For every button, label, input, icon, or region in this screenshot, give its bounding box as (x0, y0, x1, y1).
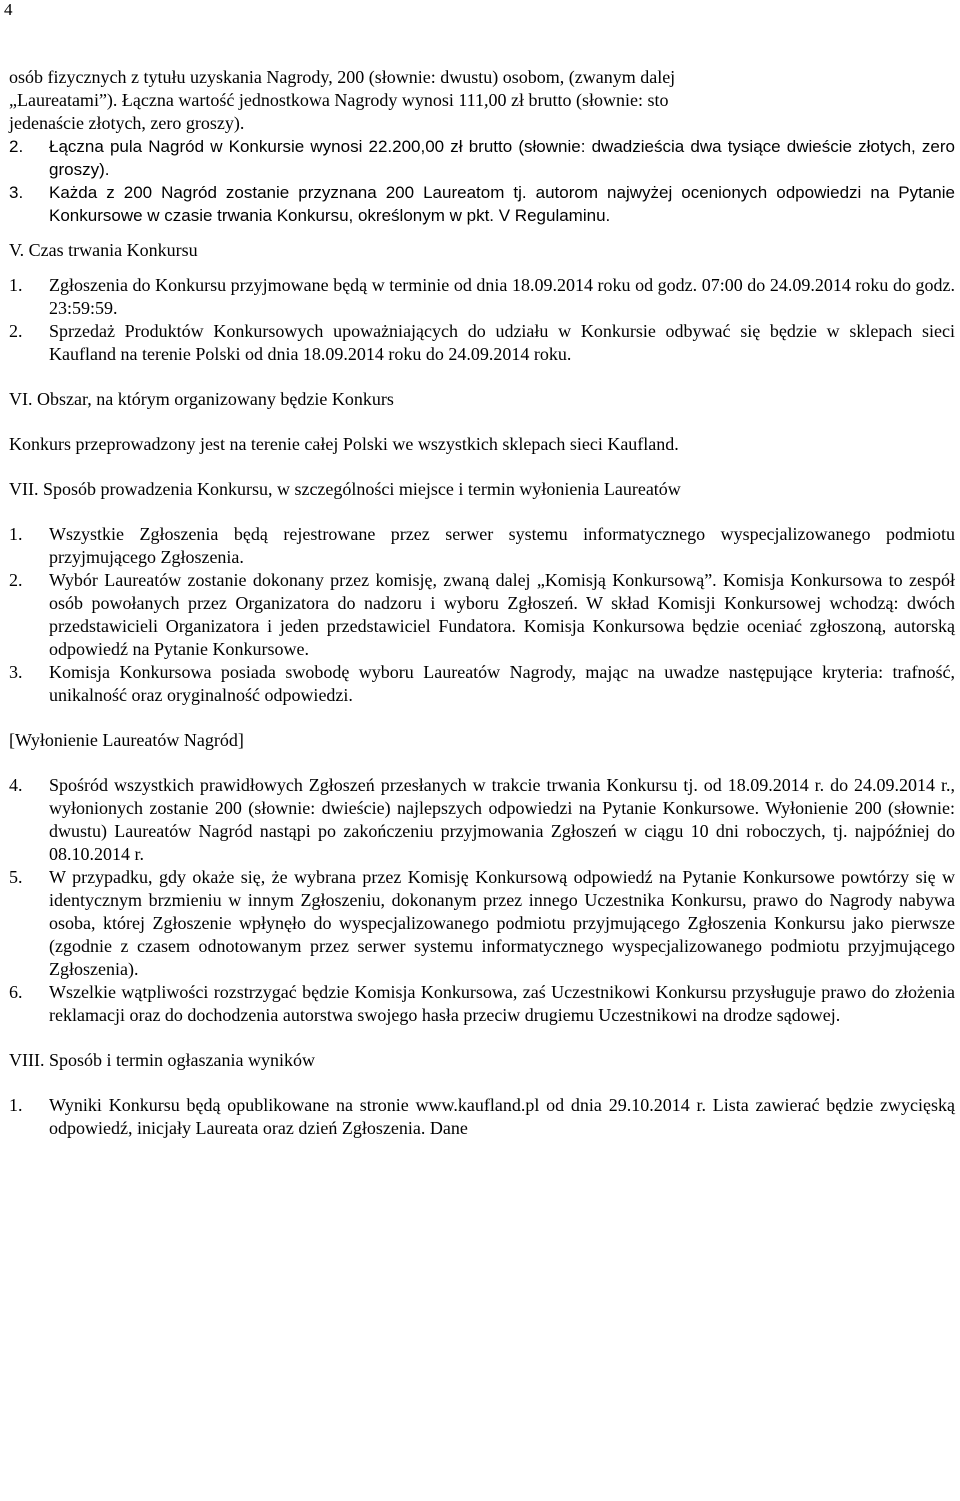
list-number: 5. (9, 867, 23, 887)
section-vii-item-5 (9, 866, 955, 981)
winner-selection-subheading: [Wyłonienie Laureatów Nagród] (9, 730, 244, 750)
list-text: Sprzedaż Produktów Konkursowych upoważniających do udziału w Konkursie odbywać się będzie w sklepach sieci Kaufland na terenie Polski od dnia 18.09.2014 roku do 24.09.2014 roku. (49, 321, 955, 364)
list-number: 6. (9, 982, 23, 1002)
list-number: 2. (9, 321, 23, 341)
list-number: 3. (9, 183, 24, 202)
list-number: 1. (9, 1095, 23, 1115)
prize-item-2 (9, 135, 955, 181)
list-number: 1. (9, 275, 23, 295)
intro-line-1: osób fizycznych z tytułu uzyskania Nagrody, 200 (słownie: dwustu) osobom, (zwanym dalej (9, 67, 676, 87)
section-v-title: V. Czas trwania Konkursu (9, 240, 198, 260)
section-vi-text: Konkurs przeprowadzony jest na terenie całej Polski we wszystkich sklepach sieci Kaufland. (9, 434, 679, 454)
list-text: Wyniki Konkursu będą opublikowane na stronie www.kaufland.pl od dnia 29.10.2014 r. Lista zawierać będzie zwycięską odpowiedź, inicjały Laureata oraz dzień Zgłoszenia. Dane (49, 1095, 955, 1138)
list-text: W przypadku, gdy okaże się, że wybrana przez Komisję Konkursową odpowiedź na Pytanie Konkursowe powtórzy się w identycznym brzmieniu w innym Zgłoszeniu, dokonanym przez innego Uczestnika Konkursu, prawo do Nagrody nabywa osoba, której Zgłoszenie wpłynęło do wyspecjalizowanego podmiotu przyjmującego Zgłoszenia Konkursu jako pierwsze (zgodnie z czasem odnotowanym przez serwer systemu informatycznego wyspecjalizowanego podmiotu przyjmującego Zgłoszenia). (49, 867, 955, 979)
list-number: 4. (9, 775, 23, 795)
section-viii-title: VIII. Sposób i termin ogłaszania wyników (9, 1050, 315, 1070)
list-number: 2. (9, 570, 23, 590)
list-text: Wybór Laureatów zostanie dokonany przez komisję, zwaną dalej „Komisją Konkursową”. Komisja Konkursowa to zespół osób powołanych przez Organizatora do nadzoru i wyboru Zgłoszeń. W skład Komisji Konkursowej wchodzą: dwóch przedstawicieli Organizatora i jeden przedstawiciel Fundatora. Komisja Konkursowa będzie oceniać zgłoszoną, autorską odpowiedź na Pytanie Konkursowe. (49, 570, 955, 659)
prize-item-3 (9, 181, 955, 227)
section-vii-item-1 (9, 523, 955, 569)
section-viii-item-1 (9, 1094, 955, 1140)
section-vii-item-6 (9, 981, 955, 1027)
list-number: 1. (9, 524, 23, 544)
list-text: Wszelkie wątpliwości rozstrzygać będzie Komisja Konkursowa, zaś Uczestnikowi Konkursu przysługuje prawo do złożenia reklamacji oraz do dochodzenia autorstwa swojego hasła przeciw drugiemu Uczestnikowi na drodze sądowej. (49, 982, 955, 1025)
section-vii-item-4 (9, 774, 955, 866)
section-vii-item-2 (9, 569, 955, 661)
list-number: 2. (9, 137, 24, 156)
section-vii-item-3 (9, 661, 955, 707)
list-text: Komisja Konkursowa posiada swobodę wyboru Laureatów Nagrody, mając na uwadze następujące kryteria: trafność, unikalność oraz oryginalność odpowiedzi. (49, 662, 955, 705)
list-text: Łączna pula Nagród w Konkursie wynosi 22.200,00 zł brutto (słownie: dwadzieścia dwa tysiące dwieście złotych, zero groszy). (49, 137, 955, 179)
section-v-item-1 (9, 274, 955, 320)
section-vi-title: VI. Obszar, na którym organizowany będzie Konkurs (9, 389, 394, 409)
intro-line-2: „Laureatami”). Łączna wartość jednostkowa Nagrody wynosi 111,00 zł brutto (słownie: sto (9, 90, 669, 110)
section-vii-title: VII. Sposób prowadzenia Konkursu, w szczególności miejsce i termin wyłonienia Laureatów (9, 479, 681, 499)
section-v-item-2 (9, 320, 955, 366)
list-text: Każda z 200 Nagród zostanie przyznana 200 Laureatom tj. autorom najwyżej ocenionych odpowiedzi na Pytanie Konkursowe w czasie trwania Konkursu, określonym w pkt. V Regulaminu. (49, 183, 955, 225)
list-text: Wszystkie Zgłoszenia będą rejestrowane przez serwer systemu informatycznego wyspecjalizowanego podmiotu przyjmującego Zgłoszenia. (49, 524, 955, 567)
intro-paragraph (9, 66, 955, 135)
list-text: Spośród wszystkich prawidłowych Zgłoszeń przesłanych w trakcie trwania Konkursu tj. od 18.09.2014 r. do 24.09.2014 r., wyłonionych zostanie 200 (słownie: dwieście) najlepszych odpowiedzi na Pytanie Konkursowe. Wyłonienie 200 (słownie: dwustu) Laureatów Nagród nastąpi po zakończeniu przyjmowania Zgłoszeń w ciągu 10 dni roboczych, tj. najpóźniej do 08.10.2014 r. (49, 775, 955, 864)
list-text: Zgłoszenia do Konkursu przyjmowane będą w terminie od dnia 18.09.2014 roku od godz. 07:00 do 24.09.2014 roku do godz. 23:59:59. (49, 275, 955, 318)
list-number: 3. (9, 662, 23, 682)
intro-line-3: jedenaście złotych, zero groszy). (9, 113, 245, 133)
regulation-document (9, 66, 955, 1140)
page-number: 4 (4, 0, 13, 19)
